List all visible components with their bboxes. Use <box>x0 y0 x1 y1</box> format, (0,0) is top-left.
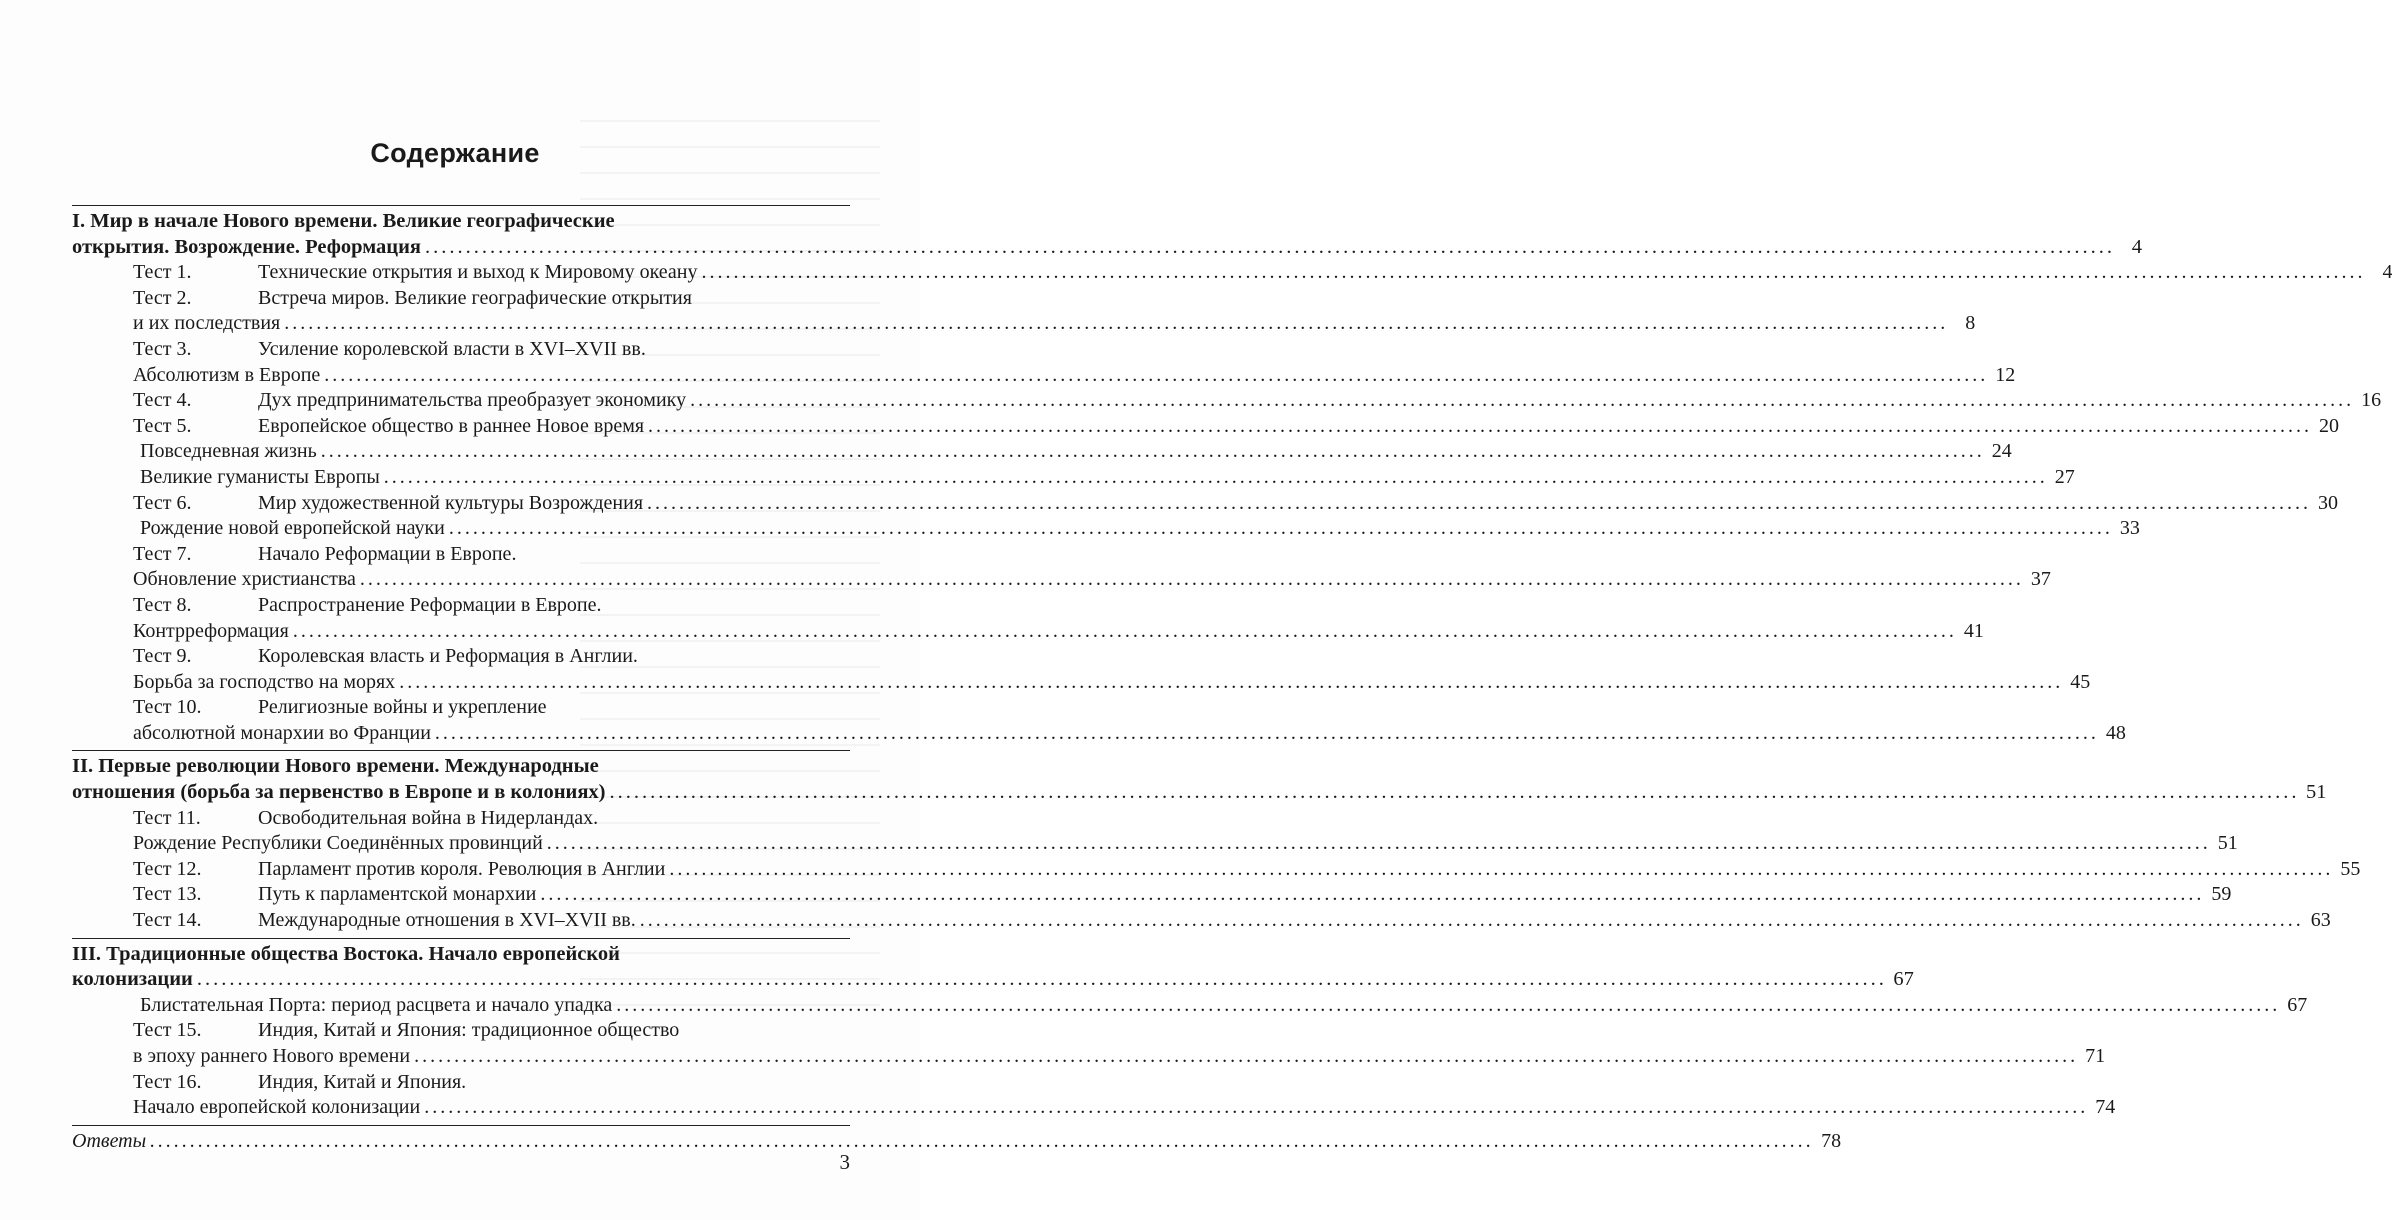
page-ref: 37 <box>2030 568 2051 591</box>
toc-entry-continuation[interactable]: абсолютной монархии во Франции ..... 48 <box>72 721 850 747</box>
page-ref: 71 <box>2085 1045 2106 1067</box>
page-ref: 55 <box>2340 857 2361 880</box>
toc-entry[interactable]: Тест 13. Путь к парламентской монархии ..... 59 <box>72 882 850 908</box>
toc-entry[interactable]: Тест 9. Королевская власть и Реформация в Англии. <box>72 644 850 670</box>
test-label: Тест 9. <box>133 645 192 668</box>
test-label: Тест 6. <box>133 491 192 514</box>
toc-entry-continuation[interactable]: Борьба за господство на морях ..... 45 <box>72 670 850 696</box>
leader-dots <box>435 721 2099 747</box>
test-label: Тест 11. <box>133 806 201 829</box>
test-label: Тест 3. <box>133 337 192 360</box>
page-ref: 4 <box>2382 261 2392 284</box>
leader-dots <box>425 235 2115 261</box>
toc-entry[interactable]: Блистательная Порта: период расцвета и начало упадка ..... 67 <box>72 993 850 1019</box>
test-label: Тест 4. <box>133 389 192 412</box>
table-of-contents <box>72 205 2392 1158</box>
section-1 <box>72 206 2392 750</box>
section-heading-line[interactable]: открытия. Возрождение. Реформация ..... 4 <box>72 235 850 261</box>
test-label: Тест 7. <box>133 542 192 565</box>
section-heading-line[interactable]: III. Традиционные общества Востока. Начало европейской <box>72 942 620 965</box>
leader-dots <box>321 439 1985 465</box>
toc-entry-continuation[interactable]: Обновление христианства ..... 37 <box>72 567 850 593</box>
leader-dots <box>609 780 2299 806</box>
leader-dots <box>690 388 2354 414</box>
leader-dots <box>293 619 1957 645</box>
page-ref: 8 <box>1965 312 1976 335</box>
leader-dots <box>701 260 2365 286</box>
page-ref: 4 <box>2131 235 2143 258</box>
toc-entry[interactable]: Тест 11. Освободительная война в Нидерландах. <box>72 806 850 832</box>
leader-dots <box>616 993 2280 1019</box>
page-number: 3 <box>839 1150 850 1174</box>
leader-dots <box>424 1095 2088 1121</box>
leader-dots <box>669 857 2333 883</box>
section-2 <box>72 751 2361 937</box>
page-ref: 67 <box>2287 993 2308 1016</box>
page-ref: 59 <box>2211 883 2232 906</box>
leader-dots <box>647 491 2311 517</box>
page-ref: 30 <box>2318 491 2339 514</box>
page-ref: 78 <box>1821 1129 1842 1152</box>
page-ref: 16 <box>2361 389 2382 412</box>
page-ref: 24 <box>1991 440 2012 463</box>
page-ref: 63 <box>2310 909 2331 932</box>
section-3 <box>72 939 2308 1125</box>
toc-entry[interactable]: Повседневная жизнь ..... 24 <box>72 439 850 465</box>
section-heading-line[interactable]: колонизации ..... 67 <box>72 967 850 993</box>
page-ref: 45 <box>2070 670 2091 693</box>
leader-dots <box>640 908 2304 934</box>
leader-dots <box>449 516 2113 542</box>
toc-entry-continuation[interactable]: в эпоху раннего Нового времени ..... 71 <box>72 1044 850 1070</box>
toc-entry-continuation[interactable]: Абсолютизм в Европе ..... 12 <box>72 363 850 389</box>
section-heading-line[interactable]: II. Первые революции Нового времени. Международные <box>72 755 599 778</box>
leader-dots <box>648 414 2312 440</box>
toc-entry-continuation[interactable]: Контрреформация ..... 41 <box>72 619 850 645</box>
leader-dots <box>197 967 1887 993</box>
toc-entry[interactable]: Тест 6. Мир художественной культуры Возрождения ..... 30 <box>72 491 850 517</box>
test-label: Тест 2. <box>133 286 192 309</box>
test-label: Тест 13. <box>133 883 202 906</box>
test-label: Тест 8. <box>133 593 192 616</box>
leader-dots <box>540 882 2204 908</box>
toc-entry[interactable]: Тест 8. Распространение Реформации в Европе. <box>72 593 850 619</box>
toc-entry[interactable]: Тест 2. Встреча миров. Великие географические открытия <box>72 286 850 312</box>
toc-entry[interactable]: Рождение новой европейской науки ..... 33 <box>72 516 850 542</box>
test-label: Тест 12. <box>133 857 202 880</box>
toc-entry[interactable]: Тест 7. Начало Реформации в Европе. <box>72 542 850 568</box>
toc-entry[interactable]: Тест 10. Религиозные войны и укрепление <box>72 695 850 721</box>
page-ref: 12 <box>1995 363 2016 386</box>
leader-dots <box>384 465 2048 491</box>
page-title: Содержание <box>370 138 540 168</box>
toc-entry-continuation[interactable]: Рождение Республики Соединённых провинций ..... 51 <box>72 831 850 857</box>
page-ref: 41 <box>1963 619 1984 642</box>
toc-entry[interactable]: Тест 12. Парламент против короля. Революция в Англии ..... 55 <box>72 857 850 883</box>
leader-dots <box>399 670 2063 696</box>
answers-section <box>72 1126 1842 1159</box>
page-ref: 20 <box>2319 414 2340 437</box>
toc-entry-continuation[interactable]: Начало европейской колонизации ..... 74 <box>72 1095 850 1121</box>
leader-dots <box>414 1044 2078 1070</box>
section-heading-line[interactable]: I. Мир в начале Нового времени. Великие географические <box>72 210 615 232</box>
toc-entry[interactable]: Великие гуманисты Европы ..... 27 <box>72 465 850 491</box>
leader-dots <box>150 1129 1814 1155</box>
test-label: Тест 16. <box>133 1070 202 1093</box>
leader-dots <box>324 363 1988 389</box>
leader-dots <box>360 567 2024 593</box>
page-ref: 74 <box>2095 1096 2116 1119</box>
test-label: Тест 14. <box>133 909 202 932</box>
toc-entry[interactable]: Тест 1. Технические открытия и выход к Мировому океану ..... 4 <box>72 260 850 286</box>
test-label: Тест 5. <box>133 414 192 437</box>
toc-entry[interactable]: Тест 3. Усиление королевской власти в XVI–XVII вв. <box>72 337 850 363</box>
toc-entry-answers[interactable]: Ответы ..... 78 <box>72 1129 850 1155</box>
toc-entry[interactable]: Тест 15. Индия, Китай и Япония: традиционное общество <box>72 1018 850 1044</box>
toc-entry[interactable]: Тест 4. Дух предпринимательства преобразует экономику ..... 16 <box>72 388 850 414</box>
page-ref: 67 <box>1893 968 1914 991</box>
toc-entry[interactable]: Тест 16. Индия, Китай и Япония. <box>72 1070 850 1096</box>
page-ref: 33 <box>2119 517 2140 540</box>
test-label: Тест 10. <box>133 696 202 719</box>
test-label: Тест 15. <box>133 1019 202 1042</box>
section-heading-line[interactable]: отношения (борьба за первенство в Европе и в колониях) ..... 51 <box>72 780 850 806</box>
leader-dots <box>284 311 1948 337</box>
toc-entry[interactable]: Тест 5. Европейское общество в раннее Новое время ..... 20 <box>72 414 850 440</box>
page-ref: 51 <box>2217 832 2238 855</box>
page-ref: 48 <box>2105 721 2126 744</box>
toc-entry-continuation[interactable]: и их последствия ..... 8 <box>72 311 850 337</box>
leader-dots <box>547 831 2211 857</box>
toc-entry[interactable]: Тест 14. Международные отношения в XVI–XVII вв. ..... 63 <box>72 908 850 934</box>
page-ref: 27 <box>2054 465 2075 488</box>
test-label: Тест 1. <box>133 261 192 284</box>
page-ref: 51 <box>2305 781 2327 804</box>
